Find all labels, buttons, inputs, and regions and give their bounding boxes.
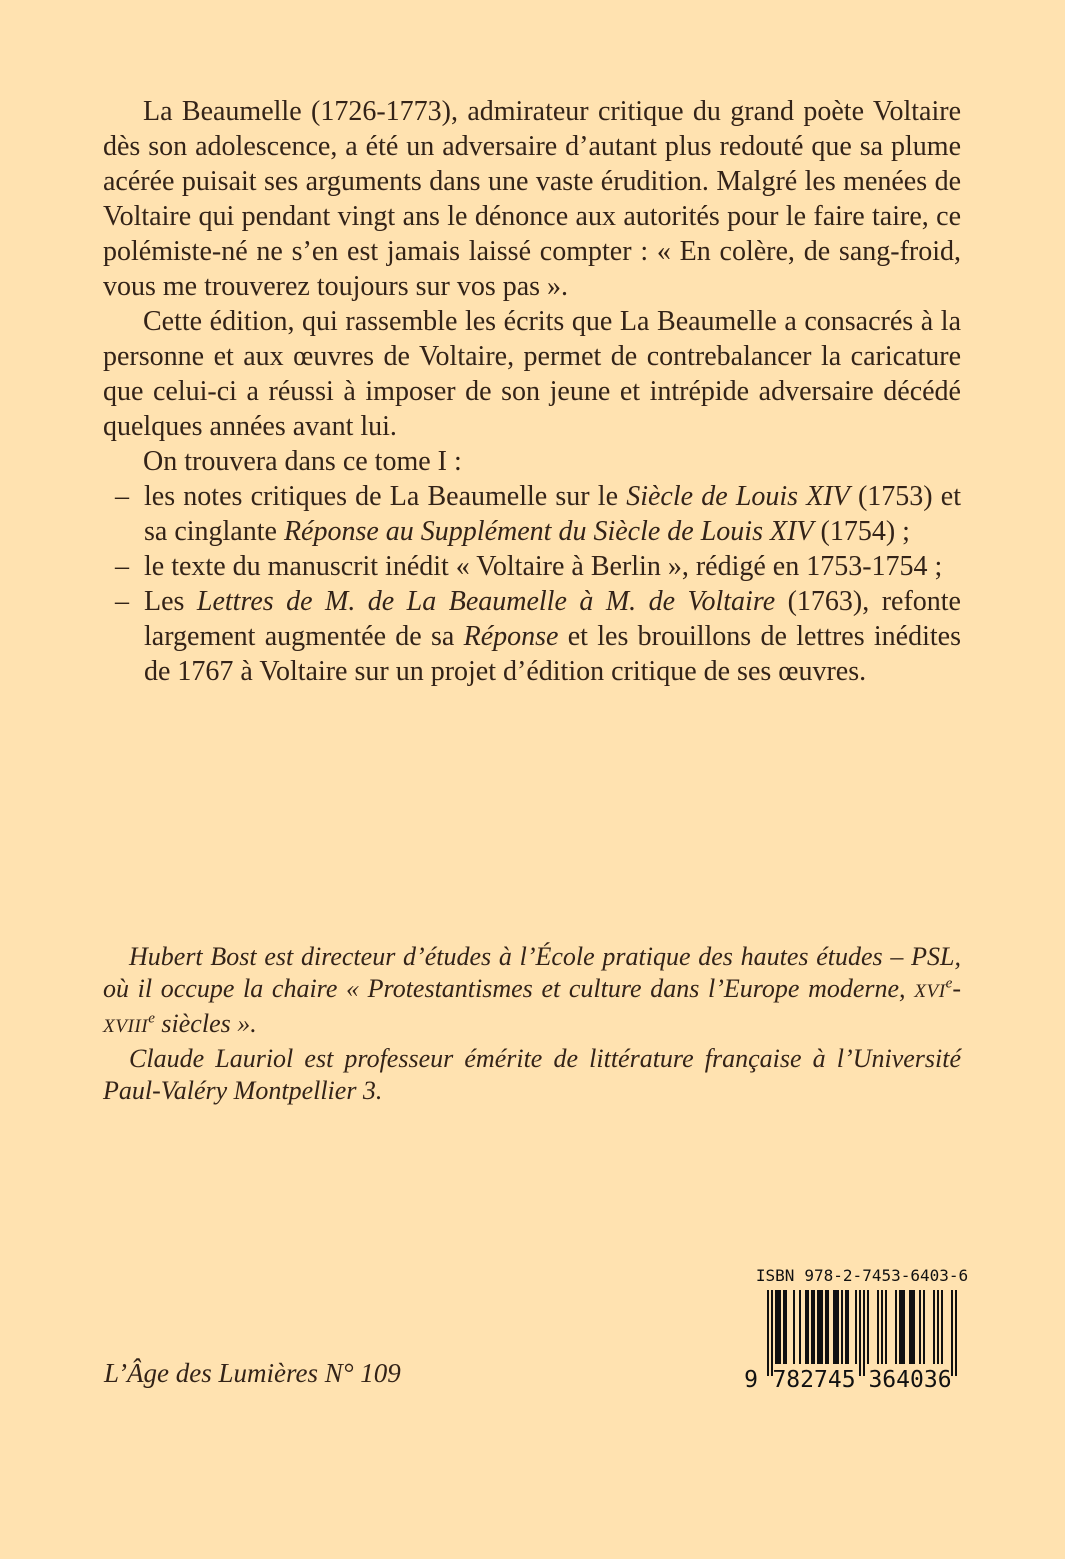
- text-segment: La Beaumelle (1726-1773), admirateur critique du grand poète Voltaire dès son adolescence, a été un adversaire d’autant plus redouté que sa plume acérée puisait ses arguments dans une vaste érudition. Malgré les menées de Voltaire qui pendant vingt ans le dénonce aux autorités pour le faire taire, ce polémiste-né ne s’en est jamais laissé compter : « En colère, de sang-froid, vous me trouverez toujours sur vos pas ».: [103, 96, 961, 302]
- text-segment: (1753) et sa cinglante: [144, 481, 961, 547]
- century-small-caps: XVI: [914, 981, 946, 1002]
- text-segment: -: [952, 974, 961, 1003]
- author-bio-bost: [103, 941, 961, 1043]
- ean13-barcode: [743, 1290, 959, 1390]
- text-segment: Les: [144, 586, 197, 617]
- isbn-number: 978-2-7453-6403-6: [804, 1266, 969, 1285]
- century-small-caps: XVIII: [103, 1016, 149, 1037]
- text-segment: les notes critiques de La Beaumelle sur le: [144, 481, 627, 512]
- text-segment: le texte du manuscrit inédit « Voltaire à Berlin », rédigé en 1753-1754 ;: [144, 551, 943, 582]
- list-dash-marker: –: [115, 481, 129, 512]
- authors-note: [103, 941, 961, 1107]
- isbn-block: [743, 1266, 969, 1390]
- text-segment: (1754) ;: [813, 516, 910, 547]
- synopsis-paragraph-2: [103, 304, 961, 444]
- work-title: Réponse: [463, 621, 559, 652]
- list-item-manuscrit: [103, 549, 961, 584]
- list-intro: [103, 444, 961, 479]
- text-segment: Claude Lauriol est professeur émérite de littérature française à l’Université Paul-Valéry Montpellier 3.: [103, 1044, 961, 1105]
- text-segment: siècles ».: [154, 1009, 257, 1038]
- barcode-digit-leading: 9: [744, 1367, 758, 1390]
- isbn-label: ISBN: [755, 1266, 795, 1285]
- works-list: [103, 479, 961, 689]
- barcode-digits-left-group: 782745: [772, 1367, 856, 1390]
- text-segment: On trouvera dans ce tome I :: [143, 446, 462, 477]
- work-title: Réponse au Supplément du Siècle de Louis XIV: [283, 516, 814, 547]
- synopsis: [103, 94, 961, 689]
- text-segment: Hubert Bost est directeur d’études à l’École pratique des hautes études – PSL, où il occupe la chaire « Protestantismes et culture dans l’Europe moderne,: [103, 942, 961, 1003]
- isbn-line: [755, 1266, 969, 1285]
- barcode-digits-right-group: 364036: [868, 1367, 952, 1390]
- text-segment: et les brouillons de lettres inédites de 1767 à Voltaire sur un projet d’édition critique de ses œuvres.: [144, 621, 961, 687]
- text-segment: Cette édition, qui rassemble les écrits que La Beaumelle a consacrés à la personne et aux œuvres de Voltaire, permet de contrebalancer la caricature que celui-ci a réussi à imposer de son jeune et intrépide adversaire décédé quelques années avant lui.: [103, 306, 961, 442]
- ordinal-superscript: e: [148, 1010, 155, 1027]
- list-item-lettres: [103, 584, 961, 689]
- author-bio-lauriol: [103, 1043, 961, 1107]
- work-title: Siècle de Louis XIV: [626, 481, 850, 512]
- list-dash-marker: –: [115, 586, 129, 617]
- ordinal-superscript: e: [945, 975, 953, 992]
- synopsis-paragraph-1: [103, 94, 961, 304]
- text-segment: (1763), refonte largement augmentée de sa: [144, 586, 961, 652]
- collection-label: L’Âge des Lumières N° 109: [104, 1358, 401, 1388]
- list-dash-marker: –: [115, 551, 129, 582]
- list-item-notes-critiques: [103, 479, 961, 549]
- work-title: Lettres de M. de La Beaumelle à M. de Voltaire: [196, 586, 776, 617]
